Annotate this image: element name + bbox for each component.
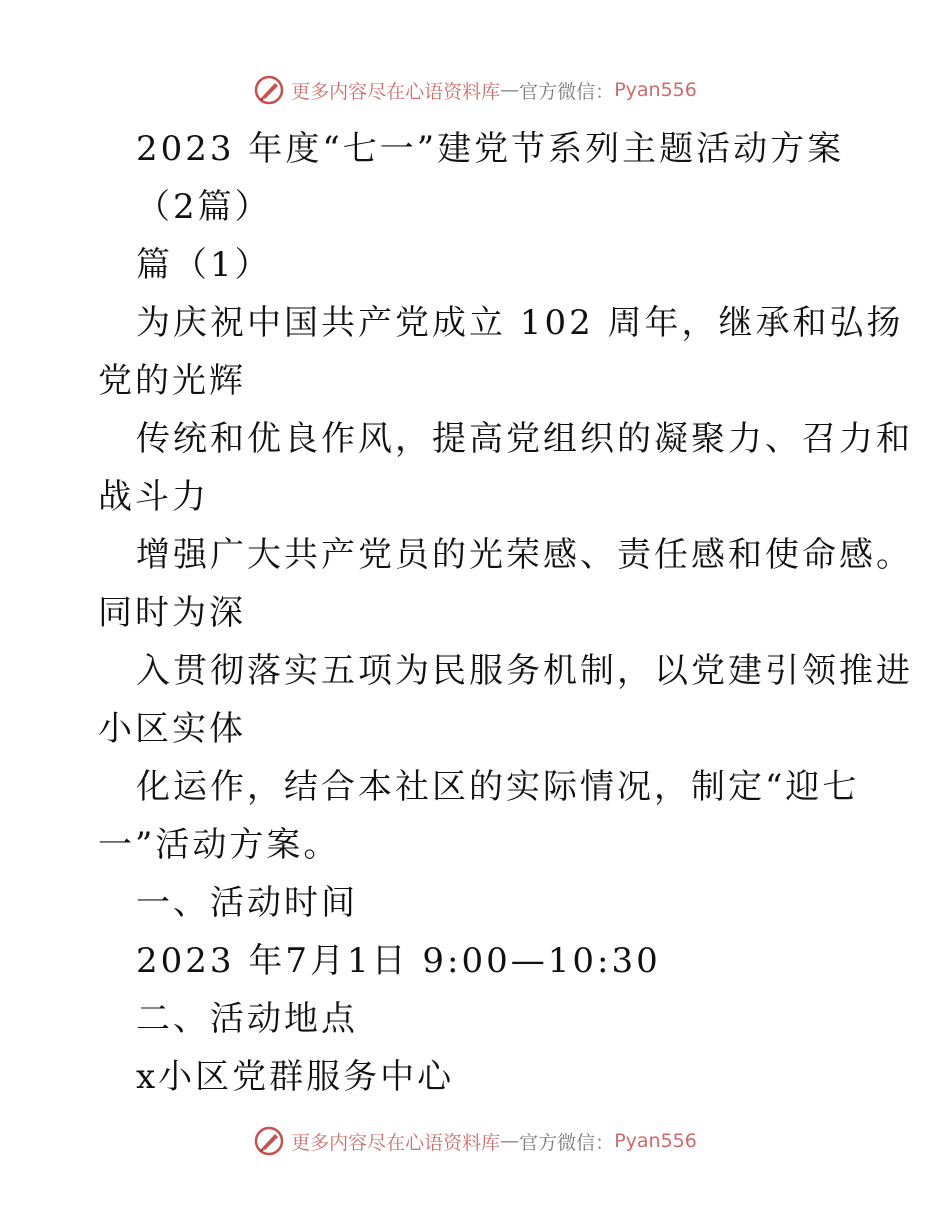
document-title-count: （2篇）: [136, 187, 272, 227]
paragraph-line: 入贯彻落实五项为民服务机制，以党建引领推进: [136, 651, 913, 691]
document-title-line: 2023 年度“七一”建党节系列主题活动方案: [136, 129, 845, 169]
watermark-wechat-label: 官方微信：: [519, 1131, 615, 1154]
paragraph-line: 同时为深: [98, 593, 246, 633]
watermark-wechat-label: 官方微信：: [519, 80, 615, 103]
paragraph-line: 小区实体: [98, 709, 246, 749]
event-time: 2023 年7月1日 9:00—10:30: [136, 941, 661, 981]
paragraph-line: 为庆祝中国共产党成立 102 周年，继承和弘扬: [136, 303, 904, 343]
watermark-separator: —: [500, 79, 520, 101]
watermark-wechat-id: Pyan556: [614, 79, 697, 101]
watermark-separator: —: [500, 1130, 520, 1152]
event-location: x小区党群服务中心: [136, 1057, 455, 1097]
section-heading-location: 二、活动地点: [136, 999, 358, 1039]
watermark-text: 更多内容尽在心语资料库: [291, 80, 501, 103]
section-heading-time: 一、活动时间: [136, 883, 358, 923]
paragraph-line: 战斗力: [98, 477, 209, 517]
paragraph-line: 党的光辉: [98, 361, 246, 401]
watermark-header: [0, 70, 950, 110]
section-heading: 篇（1）: [136, 245, 272, 285]
paragraph-line: 传统和优良作风，提高党组织的凝聚力、召力和: [136, 419, 913, 459]
paragraph-line: 一”活动方案。: [98, 825, 341, 865]
paragraph-line: 化运作，结合本社区的实际情况，制定“迎七: [136, 767, 860, 807]
pen-logo-icon: [253, 1125, 285, 1157]
watermark-wechat-id: Pyan556: [614, 1130, 697, 1152]
paragraph-line: 增强广大共产党员的光荣感、责任感和使命感。: [136, 535, 913, 575]
watermark-footer: [0, 1121, 950, 1161]
pen-logo-icon: [253, 74, 285, 106]
watermark-text: 更多内容尽在心语资料库: [291, 1131, 501, 1154]
